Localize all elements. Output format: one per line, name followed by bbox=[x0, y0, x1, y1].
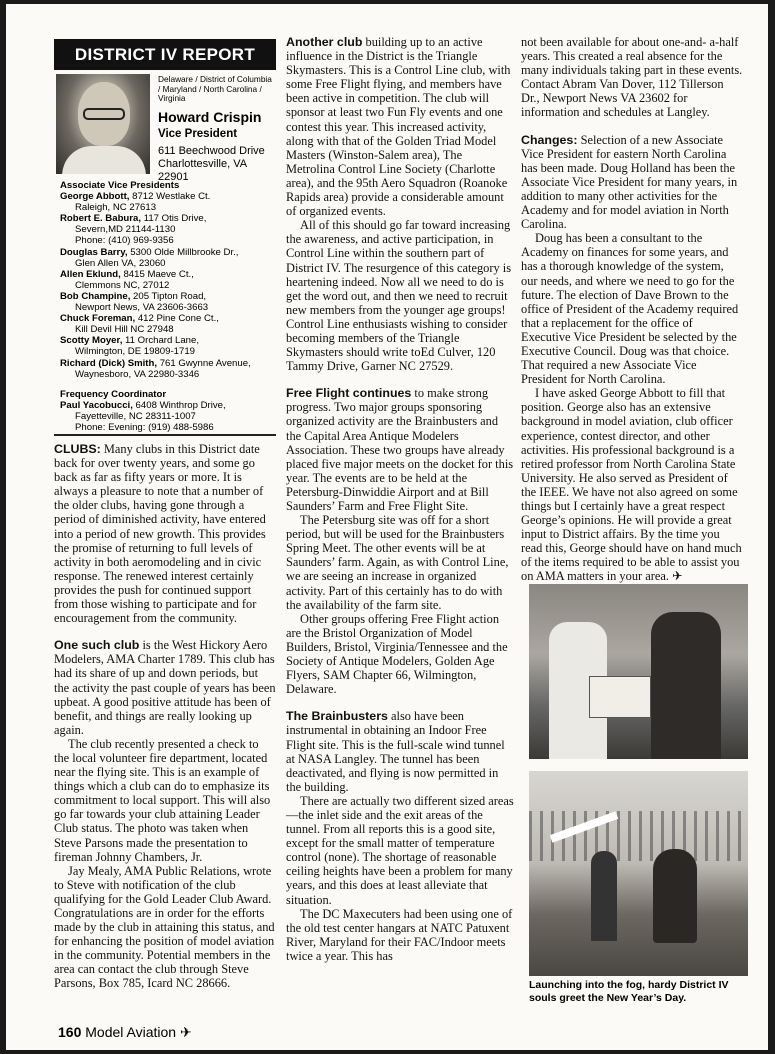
associate-name: Bob Champine, bbox=[60, 290, 131, 302]
photo-person-spectator bbox=[653, 849, 697, 943]
article-paragraph bbox=[286, 709, 514, 794]
vp-address-line: Charlottesville, VA bbox=[158, 157, 248, 170]
associate-address: 117 Otis Drive, bbox=[141, 213, 207, 225]
associate-city: Glen Allen VA, 23060 bbox=[75, 257, 166, 269]
associate-name: Scotty Moyer, bbox=[60, 335, 123, 347]
section-divider bbox=[54, 434, 276, 436]
associate-city: Severn,MD 21144-1130 bbox=[75, 224, 176, 236]
associate-entry bbox=[60, 247, 276, 269]
district-states: Delaware / District of Columbia / Maryland / North Carolina / Virginia bbox=[158, 74, 272, 103]
frequency-coordinator bbox=[60, 389, 276, 433]
associate-city: Newport News, VA 23606-3663 bbox=[75, 302, 209, 314]
paragraph-text: building up to an active influence in the District is the Triangle Skymasters. This is a Control Line club, with some Free Flight flying, and members have been active in competition. The club will sponsor at least two Fun Fly events and one contest this year. This increased activity, along with that of the Golden Triad Model Masters (Winston-Salem area), The Metrolina Control Line Society (Charlotte area), and the 95th Aero Squadron (Roanoke Rapids area) provide a considerable amount of organized events. bbox=[286, 35, 511, 219]
article-paragraph bbox=[54, 442, 276, 625]
paragraph-lead: Another club bbox=[286, 35, 363, 49]
article-paragraph bbox=[286, 386, 514, 513]
photo-glasses bbox=[83, 108, 125, 120]
associate-heading: Associate Vice Presidents bbox=[60, 180, 180, 191]
paragraph-lead: The Brainbusters bbox=[286, 709, 388, 724]
vp-address-line: 611 Beechwood Drive bbox=[158, 144, 265, 157]
page-number: 160 bbox=[58, 1024, 82, 1040]
article-paragraph: All of this should go far toward increasing the awareness, and active participation, in Control Line within the southern part of District IV. The resurgence of this category is heartening indeed. Now all we need to do is get the word out, and then we need to recruit new members from the younger age groups! Control Line enthusiasts wishing to consider becoming members of the Triangle Skymasters should write toEd Culver, 120 Tammy Drive, Garner NC 27529. bbox=[286, 218, 512, 374]
associate-list bbox=[60, 180, 276, 433]
associate-city: Waynesboro, VA 22980-3346 bbox=[75, 368, 200, 380]
associate-city: Clemmons NC, 27012 bbox=[75, 279, 170, 291]
article-paragraph bbox=[54, 638, 276, 737]
associate-entry bbox=[60, 269, 276, 291]
article-paragraph: Jay Mealy, AMA Public Relations, wrote to Steve with notification of the club qualifying for the Gold Leader Club Award. Congratulations are in order for the efforts made by the club in attaining this status, and for enhancing the position of model aviation in the community. Potential members in the area can contact the club through Steve Parsons, Box 785, Icard NC 28666. bbox=[54, 863, 275, 991]
associate-city: Kill Devil Hill NC 27948 bbox=[75, 324, 174, 336]
associate-name: Robert E. Babura, bbox=[60, 213, 142, 225]
associate-name: Allen Eklund, bbox=[60, 268, 121, 280]
associate-address: 205 Tipton Road, bbox=[130, 290, 207, 302]
associate-phone: Phone: (410) 969-9356 bbox=[75, 235, 174, 247]
frequency-phone: Phone: Evening: (919) 488-5986 bbox=[75, 421, 214, 433]
associate-entry bbox=[60, 335, 276, 357]
vp-address bbox=[158, 145, 276, 184]
article-paragraph: not been available for about one-and- a-half years. This created a real absence for the many individuals taking part in these events. Contact Abram Van Dover, 112 Tillerson Dr., Newport News VA 23602 for information and schedules at Langley. bbox=[521, 35, 743, 120]
associate-address: 5300 Olde Millbrooke Dr., bbox=[127, 246, 239, 258]
frequency-name: Paul Yacobucci, bbox=[60, 399, 133, 411]
associate-entry bbox=[60, 313, 276, 335]
check-presentation-photo bbox=[529, 584, 748, 759]
district-banner: DISTRICT IV REPORT bbox=[54, 39, 276, 70]
article-paragraph: The club recently presented a check to the local volunteer fire department, located near the flying site. This is an example of things which a club can do to emphasize its commitment to local support. This will also go far towards your club attaining Leader Club status. The photo was taken when Steve Parsons made the presentation to fireman Johnny Chambers, Jr. bbox=[54, 736, 271, 864]
associate-city: Wilmington, DE 19809-1719 bbox=[75, 346, 195, 358]
column-three bbox=[521, 35, 743, 584]
associate-entry bbox=[60, 358, 276, 380]
photo-check bbox=[589, 676, 651, 718]
associate-address: 11 Orchard Lane, bbox=[122, 335, 200, 347]
photo-caption: Launching into the fog, hardy District IV souls greet the New Year’s Day. bbox=[529, 979, 729, 1004]
article-paragraph: Doug has been a consultant to the Academy on finances for some years, and has a thorough knowledge of the system, our needs, and where we need to go for the future. The election of Dave Brown to the office of President of the Academy required that a replacement for the office of Executive Vice President be selected by the Executive Council. Doug was that choice. That required a new Associate Vice President for North Carolina. bbox=[521, 231, 739, 387]
associate-entry bbox=[60, 191, 276, 213]
magazine-name: Model Aviation ✈ bbox=[85, 1024, 192, 1040]
article-paragraph: Other groups offering Free Flight action are the Bristol Organization of Model Builders, Bristol, Virginia/Tennessee and the Society of Antique Modelers, Golden Age Flyers, SAM Chapter 66, Wilmington, Delaware. bbox=[286, 611, 508, 697]
paragraph-lead: One such club bbox=[54, 638, 140, 653]
associate-address: 412 Pine Cone Ct., bbox=[135, 313, 219, 325]
paragraph-lead: Changes: bbox=[521, 132, 578, 147]
vp-name: Howard Crispin bbox=[158, 108, 262, 125]
vice-president-photo bbox=[56, 74, 150, 174]
fog-launch-photo bbox=[529, 771, 748, 976]
page-footer bbox=[58, 1023, 192, 1041]
article-paragraph: The DC Maxecuters had been using one of the old test center hangars at NATC Patuxent River, Maryland for their FAC/Indoor meets twice a year. This has bbox=[286, 906, 513, 963]
associate-name: Douglas Barry, bbox=[60, 246, 128, 258]
column-two bbox=[286, 35, 514, 963]
associate-address: 761 Gwynne Avenue, bbox=[157, 357, 251, 369]
article-paragraph: I have asked George Abbott to fill that position. George also has an extensive background in model aviation, club officer experience, contest director, and other activities. His professional background is a retired professor from North Carolina State University. He also served as President of the IEEE. We have not also agreed on some things but I certainly have a great respect George’s opinions. He will provide a great input to District affairs. By the time you read this, George should have on hand much of the items required to be able to assist you on AMA matters in your area. ✈ bbox=[521, 386, 742, 584]
paragraph-lead: CLUBS: bbox=[54, 442, 101, 456]
associate-name: Richard (Dick) Smith, bbox=[60, 357, 158, 369]
article-paragraph: The Petersburg site was off for a short period, but will be used for the Brainbusters Spring Meet. The other events will be at Saunders’ farm. Again, as with Control Line, we are seeing an increase in organized activity. Part of this certainly has to do with the availability of the farm site. bbox=[286, 513, 509, 612]
vp-address-line: 22901 bbox=[158, 170, 189, 183]
paragraph-text: is the West Hickory Aero Modelers, AMA Charter 1789. This club has had its share of up and down periods, but the activity the past couple of years has been upbeat. A good positive attitude has been of benefit, and things are really looking up again. bbox=[54, 638, 276, 737]
frequency-city: Fayetteville, NC 28311-1007 bbox=[75, 410, 196, 422]
vice-president-info bbox=[158, 75, 276, 184]
photo-person-launcher bbox=[591, 851, 617, 941]
paragraph-text: to make strong progress. Two major groups sponsoring organized activity are the Brainbusters and the Capital Area Antique Modelers Association. These two groups have already placed five major meets on the docket for this year. The events are to be held at the Petersburg-Dinwiddie Airport and at Bill Saunders’ Farm and Free Flight Site. bbox=[286, 386, 514, 513]
paragraph-text: Selection of a new Associate Vice President for eastern North Carolina has been made. Doug Holland has been the Associate Vice President for many years, in addition to many other activities for the Academy and for model aviation in North Carolina. bbox=[521, 132, 738, 232]
frequency-address: 6408 Winthrop Drive, bbox=[132, 399, 226, 411]
associate-entry bbox=[60, 291, 276, 313]
associate-address: 8415 Maeve Ct., bbox=[120, 268, 194, 280]
associate-name: Chuck Foreman, bbox=[60, 313, 136, 325]
article-paragraph bbox=[521, 133, 743, 232]
photo-shirt bbox=[62, 146, 146, 174]
associate-entry bbox=[60, 213, 276, 246]
frequency-heading: Frequency Coordinator bbox=[60, 388, 167, 400]
magazine-page bbox=[6, 4, 768, 1050]
paragraph-lead: Free Flight continues bbox=[286, 386, 412, 401]
paragraph-text: also have been instrumental in obtaining an Indoor Free Flight site. This is the full-scale wind tunnel at NASA Langley. The tunnel has been deactivated, and flying is now permitted in the building. bbox=[286, 709, 505, 794]
vp-title: Vice President bbox=[158, 127, 238, 140]
column-one-body bbox=[54, 442, 276, 991]
article-paragraph bbox=[286, 35, 514, 218]
associate-name: George Abbott, bbox=[60, 191, 130, 203]
paragraph-text: Many clubs in this District date back for over twenty years, and some go back as far as fifty years or more. It is always a pleasure to note that a number of the older clubs, having gone through a period of diminished activity, have entered into a period of new growth. This provides the promise of returning to full levels of activity in both aeromodeling and in civic response. The renewed interest certainly provides the push for continued support from those wishing to participate and for encouragement from the community. bbox=[54, 442, 266, 626]
article-paragraph: There are actually two different sized areas—the inlet side and the exit areas of the tunnel. From all reports this is a good site, except for the small matter of temperature control (none). The shortage of reasonable ceiling heights have been a problem for many years, and this does at least alleviate that situation. bbox=[286, 793, 514, 907]
associate-address: 8712 Westlake Ct. bbox=[129, 191, 211, 203]
photo-person-presenter bbox=[651, 612, 721, 759]
associate-city: Raleigh, NC 27613 bbox=[75, 202, 157, 214]
